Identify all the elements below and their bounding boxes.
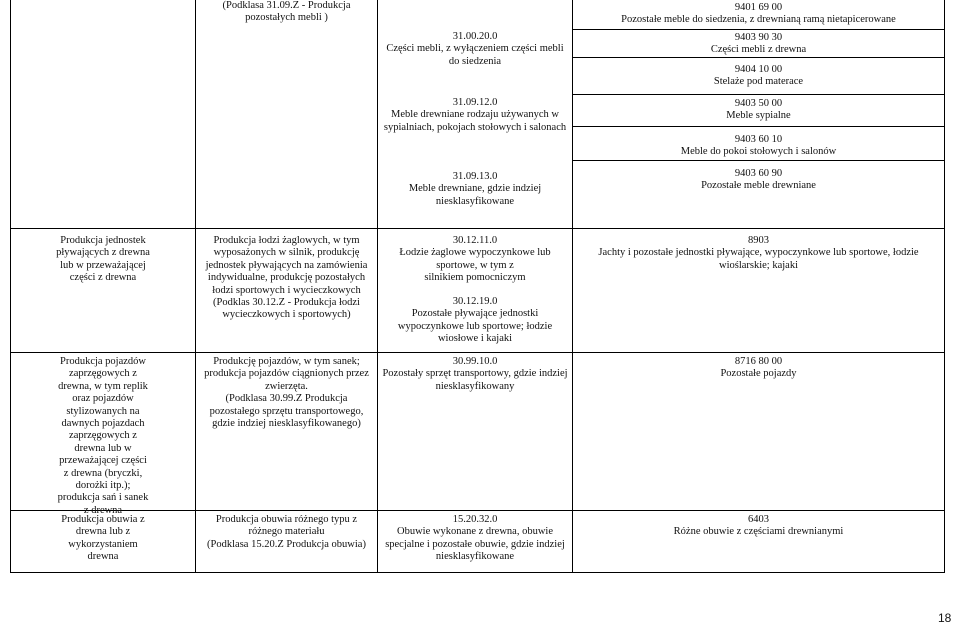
category-cell: Produkcja jednostek pływających z drewna lub w przeważającej części z drewna <box>56 235 150 284</box>
pkd-item: 30.12.11.0 Łodzie żaglowe wypoczynkowe lub sportowe, w tym z silnikiem pomocniczym <box>399 235 551 284</box>
rule-row-boat-end <box>10 352 945 353</box>
cn-item: 8716 80 00 Pozostałe pojazdy <box>720 356 797 380</box>
pkd-item: 30.12.19.0 Pozostałe pływające jednostki wypoczynkowe lub sportowe; łodzie wiosłowe i kajaki <box>397 296 553 345</box>
rule-cn-5 <box>573 160 945 161</box>
pkd-item: 30.99.10.0 Pozostały sprzęt transportowy, gdzie indziej niesklasyfikowany <box>382 356 568 392</box>
pkd-item: 31.09.13.0 Meble drewniane, gdzie indziej niesklasyfikowane <box>408 171 542 207</box>
rule-row-top-end <box>10 228 945 229</box>
rule-vertical-5 <box>944 0 945 573</box>
cn-item: 9401 69 00 Pozostałe meble do siedzenia, z drewnianą ramą nietapicerowane <box>621 2 896 26</box>
rule-cn-3 <box>573 94 945 95</box>
cn-item: 9403 60 90 Pozostałe meble drewniane <box>701 168 816 192</box>
page-number: 18 <box>938 611 952 625</box>
cn-item: 8903 Jachty i pozostałe jednostki pływające, wypoczynkowe lub sportowe, łodzie wioślarskie; kajaki <box>598 235 919 271</box>
cn-item: 9404 10 00 Stelaże pod materace <box>713 64 804 88</box>
cn-item: 9403 90 30 Części mebli z drewna <box>710 32 807 56</box>
pkd-item: 31.00.20.0 Części mebli, z wyłączeniem części mebli do siedzenia <box>386 31 564 67</box>
category-cell: Produkcja obuwia z drewna lub z wykorzystaniem drewna <box>61 514 145 563</box>
class-description-furniture: (Podklasa 31.09.Z - Produkcja pozostałych mebli ) <box>222 0 351 24</box>
rule-vertical-3 <box>377 0 378 573</box>
rule-table-bottom <box>10 572 945 573</box>
class-description-cell: Produkcja obuwia różnego typu z różnego materiału (Podklasa 15.20.Z Produkcja obuwia) <box>207 514 366 550</box>
pkd-item: 31.09.12.0 Meble drewniane rodzaju używanych w sypialniach, pokojach stołowych i salonach <box>383 97 567 133</box>
class-description-cell: Produkcja łodzi żaglowych, w tym wyposażonych w silnik, produkcję jednostek pływających na zamówienia indywidualne, produkcję pozostałych łodzi sportowych i wycieczkowych (Podklas 30.12.Z - Produkcja łodzi wycieczkowych i sportowych) <box>205 235 368 321</box>
cn-item: 9403 50 00 Meble sypialne <box>726 98 791 122</box>
pkd-item: 15.20.32.0 Obuwie wykonane z drewna, obuwie specjalne i pozostałe obuwie, gdzie indziej niesklasyfikowane <box>385 514 565 563</box>
cn-item: 6403 Różne obuwie z częściami drewnianymi <box>673 514 844 538</box>
rule-cn-2 <box>573 57 945 58</box>
rule-cn-1 <box>573 29 945 30</box>
category-cell: Produkcja pojazdów zaprzęgowych z drewna, w tym replik oraz pojazdów stylizowanych na dawnych pojazdach zaprzęgowych z drewna lub w przeważającej części z drewna (bryczki, dorożki itp.); produkcja sań i sanek z drewna <box>57 356 149 516</box>
class-description-cell: Produkcję pojazdów, w tym sanek; produkcja pojazdów ciągnionych przez zwierzęta. (Podklasa 30.99.Z Produkcja pozostałego sprzętu transportowego, gdzie indziej niesklasyfikowanego) <box>204 356 369 430</box>
cn-item: 9403 60 10 Meble do pokoi stołowych i salonów <box>680 134 837 158</box>
rule-cn-4 <box>573 126 945 127</box>
